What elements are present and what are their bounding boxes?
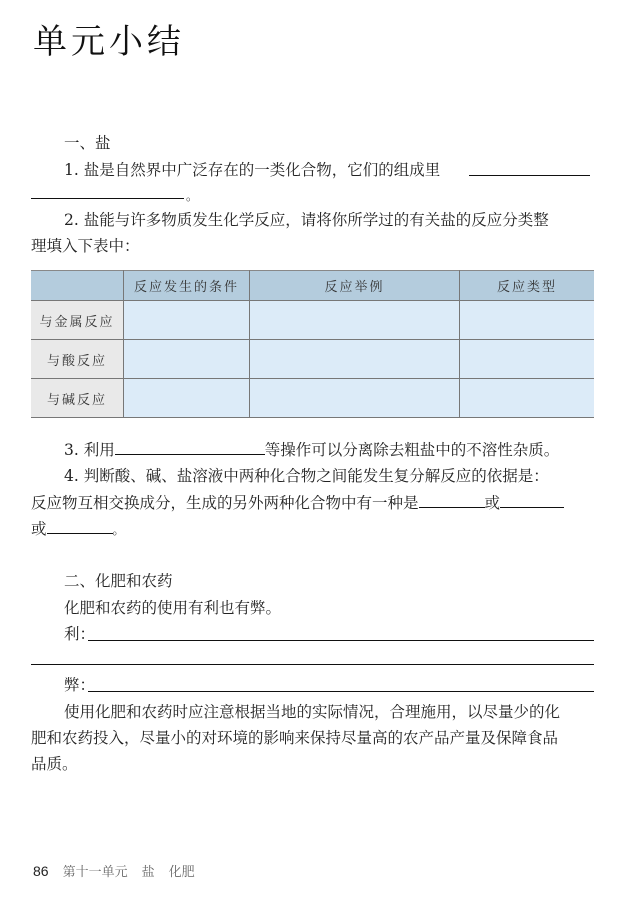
conclusion-line3: 品质。	[31, 755, 78, 773]
q4-end-punct: 。	[112, 523, 125, 537]
table-header-corner	[31, 271, 124, 301]
conclusion-line2: 肥和农药投入，尽量小的对环境的影响来保持尽量高的农产品产量及保障食品	[31, 729, 559, 747]
q3-text-after: 等操作可以分离除去粗盐中的不溶性杂质。	[264, 441, 560, 459]
q2-line2: 理填入下表中：	[31, 237, 140, 255]
q4-or-2: 或	[31, 520, 47, 538]
page-footer	[33, 861, 195, 880]
q1-answer-blank-1[interactable]	[469, 175, 590, 176]
footer-topic-fertilizer: 化肥	[168, 864, 195, 879]
pro-label: 利：	[64, 625, 96, 643]
q3-line	[64, 440, 559, 460]
q1-text: 1. 盐是自然界中广泛存在的一类化合物，它们的组成里	[64, 161, 441, 179]
q3-answer-blank[interactable]	[115, 440, 265, 455]
conclusion-line1: 使用化肥和农药时应注意根据当地的实际情况，合理施用，以尽量少的化	[64, 703, 561, 721]
cell-base-type[interactable]	[460, 379, 595, 418]
cell-acid-type[interactable]	[460, 340, 595, 379]
q4-or-1: 或	[484, 494, 501, 512]
section1-heading: 一、盐	[64, 134, 111, 152]
q3-text-before: 3. 利用	[64, 441, 115, 459]
q4-line1: 4. 判断酸、碱、盐溶液中两种化合物之间能发生复分解反应的依据是：	[64, 467, 549, 485]
page-title: 单元小结	[33, 22, 185, 62]
q4-answer-blank-1[interactable]	[419, 493, 485, 508]
table-header-example: 反应举例	[250, 271, 460, 301]
q1-line1	[64, 160, 440, 180]
cell-metal-type[interactable]	[460, 301, 595, 340]
q4-answer-blank-2[interactable]	[500, 493, 564, 508]
row-label-metal: 与金属反应	[31, 301, 124, 340]
q1-end-punct: 。	[186, 189, 199, 203]
table-row	[31, 301, 594, 340]
table-header-type: 反应类型	[460, 271, 595, 301]
table-row	[31, 379, 594, 418]
section2-heading: 二、化肥和农药	[64, 572, 173, 590]
cell-acid-condition[interactable]	[124, 340, 250, 379]
con-label: 弊：	[64, 676, 96, 694]
cell-base-example[interactable]	[250, 379, 460, 418]
q4-answer-blank-3[interactable]	[47, 519, 113, 534]
q1-answer-blank-2[interactable]	[31, 198, 184, 199]
table-header-row	[31, 271, 594, 301]
footer-chapter: 第十一单元	[62, 864, 128, 879]
cell-acid-example[interactable]	[250, 340, 460, 379]
cell-metal-example[interactable]	[250, 301, 460, 340]
q4-line3	[31, 519, 125, 540]
page-number: 86	[33, 863, 49, 879]
section2-intro: 化肥和农药的使用有利也有弊。	[64, 599, 282, 617]
cell-metal-condition[interactable]	[124, 301, 250, 340]
table-row	[31, 340, 594, 379]
pro-answer-blank-1[interactable]	[88, 640, 594, 641]
salt-reactions-table	[31, 270, 594, 418]
q4-line2-text: 反应物互相交换成分，生成的另外两种化合物中有一种是	[31, 494, 419, 512]
q4-line2	[31, 493, 564, 513]
pro-answer-blank-2[interactable]	[31, 664, 594, 665]
row-label-acid: 与酸反应	[31, 340, 124, 379]
cell-base-condition[interactable]	[124, 379, 250, 418]
q2-line1: 2. 盐能与许多物质发生化学反应，请将你所学过的有关盐的反应分类整	[64, 211, 549, 229]
footer-topic-salt: 盐	[141, 864, 155, 879]
row-label-base: 与碱反应	[31, 379, 124, 418]
table-header-condition: 反应发生的条件	[124, 271, 250, 301]
con-answer-blank[interactable]	[88, 691, 594, 692]
